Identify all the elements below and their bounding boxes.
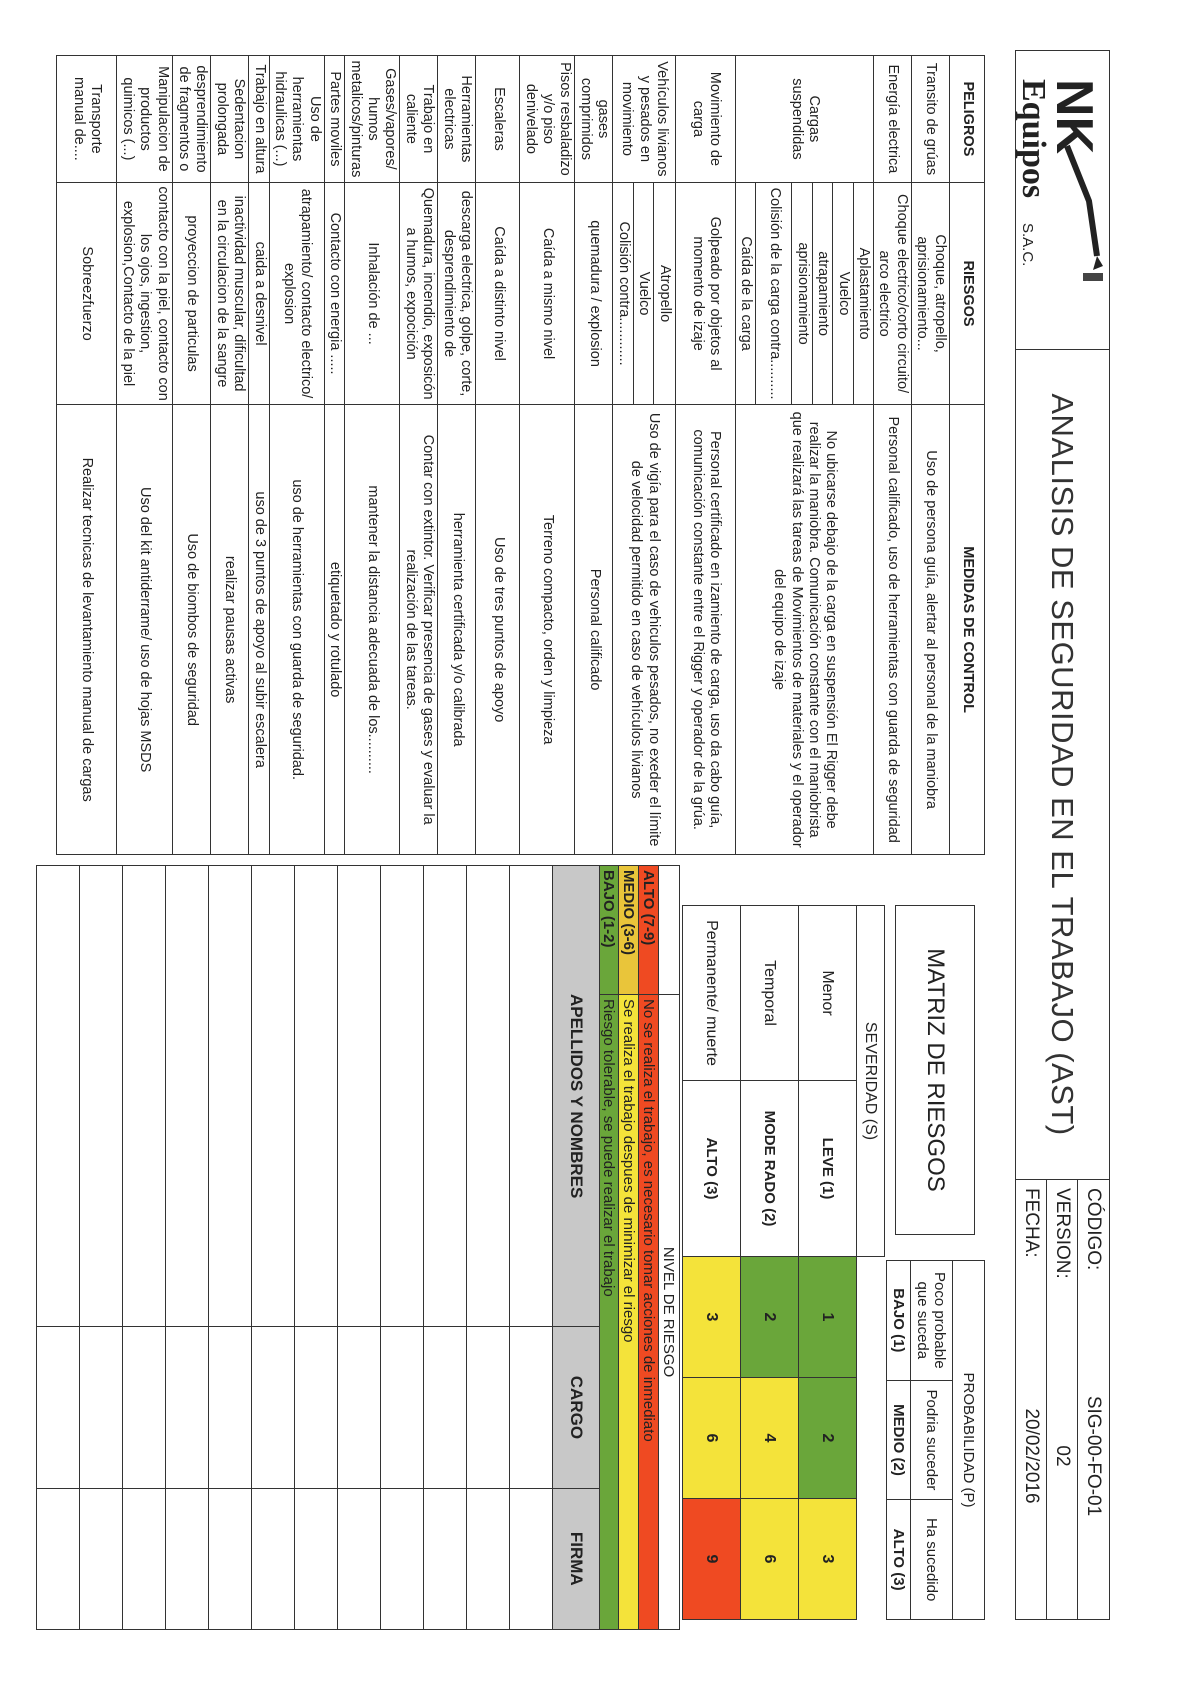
- col-riesgos: RIESGOS: [950, 182, 985, 404]
- riesgo-cell: atrapamiento: [812, 182, 832, 404]
- riesgo-cell: Caída a mismo nivel: [520, 182, 575, 404]
- riesgo-cell: Inhalación de ...: [345, 182, 400, 404]
- codigo-value: SIG-00-FO-01: [1083, 1395, 1105, 1517]
- table-row: [173, 56, 211, 855]
- nivel-alto-desc: No se realiza el trabajo, es necesario tomar acciones de inmediato: [639, 995, 659, 1630]
- firma-cell[interactable]: [510, 1488, 553, 1629]
- name-cell[interactable]: [424, 866, 467, 1327]
- riesgo-cell: Caída a distinto nivel: [476, 182, 520, 404]
- nivel-medio-desc: Se realiza el trabajo despues de minimizar el riesgo: [619, 995, 639, 1630]
- table-row: [575, 56, 613, 855]
- riesgo-cell: caida a desnivel: [249, 182, 269, 404]
- cargo-cell[interactable]: [252, 1327, 295, 1488]
- riesgo-cell: Colisión de la carga contra..........: [756, 182, 792, 404]
- table-row: [438, 56, 476, 855]
- prob-level-row: [887, 1261, 911, 1620]
- sev-desc: Permanente/ muerte: [683, 906, 741, 1081]
- medida-cell: realizar pausas activas: [211, 405, 249, 855]
- cargo-cell[interactable]: [166, 1327, 209, 1488]
- prob-level: ALTO (3): [887, 1500, 911, 1620]
- sev-desc: Temporal: [741, 906, 799, 1081]
- table-row: [249, 56, 269, 855]
- peligro-cell: Cargas suspendidas: [736, 56, 874, 183]
- table-row: [874, 56, 912, 855]
- col-firma: FIRMA: [553, 1488, 600, 1629]
- matrix-cell: 6: [741, 1499, 799, 1620]
- nivel-bajo-desc: Riesgo tolerable, se puede realizar el trabajo: [599, 995, 619, 1630]
- codigo-label: CÓDIGO:: [1083, 1188, 1105, 1271]
- medida-cell: Contar con extintor. Verificar presencia de gases y evaluar la realización de las tareas.: [400, 405, 438, 855]
- riesgo-cell: quemadura / explosion: [575, 182, 613, 404]
- riesgo-cell: Golpeado por objetos al momento de izaje: [676, 182, 736, 404]
- table-row: [853, 56, 873, 855]
- signature-row: [37, 866, 80, 1630]
- riesgo-cell: Vuelco: [833, 182, 853, 404]
- prob-label-row: [953, 1261, 985, 1620]
- table-row: [476, 56, 520, 855]
- firma-cell[interactable]: [424, 1488, 467, 1629]
- peligro-cell: Pisos resbaladizo y/o piso denivelado: [520, 56, 575, 183]
- medida-cell: Uso de tres puntos de apoyo: [476, 405, 520, 855]
- riesgo-cell: atrapamiento/ contacto electrico/ explosion: [269, 182, 324, 404]
- peligro-cell: Movimiento de carga: [676, 56, 736, 183]
- riesgo-cell: Vuelco: [633, 182, 653, 404]
- peligro-cell: Manipulacion de productos quimicos (...): [117, 56, 173, 183]
- name-cell[interactable]: [80, 866, 123, 1327]
- medida-cell: Uso de biombos de seguridad: [173, 405, 211, 855]
- prob-desc: Ha sucedido: [911, 1500, 953, 1620]
- matrix-row: [799, 906, 857, 1620]
- fecha-value: 20/02/2016: [1021, 1408, 1043, 1504]
- col-apellidos-nombres: APELLIDOS Y NOMBRES: [553, 866, 600, 1327]
- matrix-row: [741, 906, 799, 1620]
- matrix-cell: 3: [799, 1499, 857, 1620]
- peligro-cell: Partes moviles: [324, 56, 344, 183]
- firma-cell[interactable]: [467, 1488, 510, 1629]
- peligro-cell: Trabajo en caliente: [400, 56, 438, 183]
- table-row: [324, 56, 344, 855]
- medida-cell: Personal calificado: [575, 405, 613, 855]
- medida-cell: uso de herramientas con guarda de seguridad.: [269, 405, 324, 855]
- name-cell[interactable]: [467, 866, 510, 1327]
- matrix-cell: 3: [683, 1257, 741, 1378]
- signature-row: [123, 866, 166, 1630]
- medida-cell: Uso de persona guía, alertar al personal de la maniobra: [912, 405, 950, 855]
- nivel-medio-label: MEDIO (3-6): [619, 866, 639, 995]
- table-row: [676, 56, 736, 855]
- nivel-title-row: [659, 866, 680, 1630]
- firma-cell[interactable]: [123, 1488, 166, 1629]
- name-cell[interactable]: [166, 866, 209, 1327]
- medida-cell: Uso del kit antiderrame/ uso de hojas MSDS: [117, 405, 173, 855]
- medida-cell: Terreno compacto, orden y limpieza: [520, 405, 575, 855]
- prob-level: MEDIO (2): [887, 1380, 911, 1500]
- matrix-cell: 9: [683, 1499, 741, 1620]
- prob-level: BAJO (1): [887, 1261, 911, 1381]
- medida-cell: herramienta certificada y/o calibrada: [438, 405, 476, 855]
- cargo-cell[interactable]: [209, 1327, 252, 1488]
- document-codes: [1015, 1180, 1110, 1620]
- peligro-cell: Trabajo en altura: [249, 56, 269, 183]
- signature-row: [252, 866, 295, 1630]
- signature-row: [338, 866, 381, 1630]
- sev-label-row: [857, 906, 885, 1620]
- firma-cell[interactable]: [209, 1488, 252, 1629]
- table-row: [57, 56, 117, 855]
- riesgo-cell: inactividad muscular, dificultad en la circulacion de la sangre: [211, 182, 249, 404]
- firma-cell[interactable]: [252, 1488, 295, 1629]
- cargo-cell[interactable]: [467, 1327, 510, 1488]
- cargo-cell[interactable]: [381, 1327, 424, 1488]
- logo-mark: NK: [1045, 79, 1103, 155]
- nivel-row: [639, 866, 659, 1630]
- hazards-table: [56, 55, 985, 855]
- name-cell[interactable]: [510, 866, 553, 1327]
- medida-cell: Personal calificado, uso de herramientas con guarda de seguridad: [874, 405, 912, 855]
- nivel-riesgo-legend: [598, 865, 680, 1630]
- fecha-label: FECHA:: [1021, 1188, 1043, 1258]
- name-cell[interactable]: [209, 866, 252, 1327]
- peligro-cell: Herramientas electricas: [438, 56, 476, 183]
- nivel-row: [599, 866, 619, 1630]
- riesgo-cell: proyeccion de particulas: [173, 182, 211, 404]
- firma-cell[interactable]: [295, 1488, 338, 1629]
- fecha-row: [1016, 1180, 1047, 1619]
- peligro-cell: Escaleras: [476, 56, 520, 183]
- name-cell[interactable]: [338, 866, 381, 1327]
- peligro-cell: Transporte manual de....: [57, 56, 117, 183]
- prob-desc: Poco probable que suceda: [911, 1261, 953, 1381]
- riesgo-cell: Aplastamiento: [853, 182, 873, 404]
- medida-cell: uso de 3 puntos de apoyo al subir escalera: [249, 405, 269, 855]
- nivel-row: [619, 866, 639, 1630]
- riesgo-cell: Choque electrico/corto circuito/ arco electrico: [874, 182, 912, 404]
- table-row: [117, 56, 173, 855]
- col-peligros: PELIGROS: [950, 56, 985, 183]
- firma-cell[interactable]: [80, 1488, 123, 1629]
- sev-desc: Menor: [799, 906, 857, 1081]
- peligro-cell: Gases/vapores/ humos metalicos/pinturas: [345, 56, 400, 183]
- sev-level: LEVE (1): [799, 1081, 857, 1257]
- riesgo-cell: aprisionamiento: [792, 182, 812, 404]
- riesgo-cell: Choque, atropello, aprisionamiento...: [912, 182, 950, 404]
- riesgo-cell: Caída de la carga: [736, 182, 756, 404]
- matrix-cell: 2: [799, 1378, 857, 1499]
- sev-level: MODE RADO (2): [741, 1081, 799, 1257]
- logo-suffix: S.A.C.: [1019, 223, 1036, 267]
- company-logo: [1015, 50, 1110, 350]
- riesgo-cell: Colisión contra............: [613, 182, 633, 404]
- name-cell[interactable]: [295, 866, 338, 1327]
- cargo-cell[interactable]: [295, 1327, 338, 1488]
- cargo-cell[interactable]: [510, 1327, 553, 1488]
- peligro-cell: Vehículos livianos y pesados en movimiento: [613, 56, 676, 183]
- logo-name: Equipos: [1015, 79, 1052, 199]
- table-row: [654, 56, 676, 855]
- codigo-row: [1077, 1180, 1109, 1619]
- nivel-bajo-label: BAJO (1-2): [599, 866, 619, 995]
- medida-cell: Realizar tecnicas de levantamiento manual de cargas: [57, 405, 117, 855]
- col-cargo: CARGO: [553, 1327, 600, 1488]
- medida-cell: Uso de vigía para el caso de vehiculos pesados, no exeder el límite de velocidad permitido en caso de vehículos livianos: [613, 405, 676, 855]
- firma-cell[interactable]: [166, 1488, 209, 1629]
- table-row: [345, 56, 400, 855]
- table-row: [211, 56, 249, 855]
- signature-row: [467, 866, 510, 1630]
- riesgo-cell: Contacto con energia .....: [324, 182, 344, 404]
- riesgo-cell: Atropello: [654, 182, 676, 404]
- name-cell[interactable]: [37, 866, 80, 1327]
- cargo-cell[interactable]: [123, 1327, 166, 1488]
- signature-row: [510, 866, 553, 1630]
- signatures-header-row: [553, 866, 600, 1630]
- version-row: [1046, 1180, 1078, 1619]
- col-medidas: MEDIDAS DE CONTROL: [950, 405, 985, 855]
- peligro-cell: gases comprimidos: [575, 56, 613, 183]
- signature-row: [166, 866, 209, 1630]
- nivel-alto-label: ALTO (7-9): [639, 866, 659, 995]
- cargo-cell[interactable]: [37, 1327, 80, 1488]
- riesgo-cell: Quemadura, incendio, exposicón a humos, expocición: [400, 182, 438, 404]
- peligro-cell: desprendimiento de fragmentos o: [173, 56, 211, 183]
- signature-row: [424, 866, 467, 1630]
- signature-row: [80, 866, 123, 1630]
- table-row: [400, 56, 438, 855]
- prob-desc: Podria suceder: [911, 1380, 953, 1500]
- severity-matrix: [682, 905, 885, 1620]
- medida-cell: No ubicarse debajo de la carga en suspensión El Rigger debe realizar la maniobra. Comunicación constante con el maniobrista que realizará las tareas de Movimientos de materiales y el operador del equipo de izaje: [736, 405, 874, 855]
- matrix-cell: 2: [741, 1257, 799, 1378]
- version-label: VERSION:: [1052, 1188, 1074, 1279]
- cargo-cell[interactable]: [80, 1327, 123, 1488]
- medida-cell: etiquetado y rotulado: [324, 405, 344, 855]
- peligro-cell: Transito de grúas: [912, 56, 950, 183]
- firma-cell[interactable]: [381, 1488, 424, 1629]
- ast-form-sheet: [50, 35, 1110, 1620]
- nk-logo-icon: [1014, 51, 1109, 351]
- riesgo-cell: descarga electrica, golpe, corte, desprendimiento de: [438, 182, 476, 404]
- signature-row: [209, 866, 252, 1630]
- prob-desc-row: [911, 1261, 953, 1620]
- name-cell[interactable]: [123, 866, 166, 1327]
- firma-cell[interactable]: [338, 1488, 381, 1629]
- riesgo-cell: contacto con la piel, contacto con los ojos, ingestion, explosion,Contacto de la piel: [117, 182, 173, 404]
- medida-cell: Personal certificado en izamiento de carga, uso da cabo guía, comunicación constante entre el Rigger y operador de la grúa.: [676, 405, 736, 855]
- medida-cell: mantener la distancia adecuada de los..........: [345, 405, 400, 855]
- riesgo-cell: Sobreezfuerzo: [57, 182, 117, 404]
- cargo-cell[interactable]: [338, 1327, 381, 1488]
- peligro-cell: Uso de herramientas hidraulicas (...): [269, 56, 324, 183]
- signature-row: [295, 866, 338, 1630]
- probabilidad-label: PROBABILIDAD (P): [953, 1261, 985, 1620]
- version-value: 02: [1052, 1445, 1074, 1467]
- hazards-header-row: [950, 56, 985, 855]
- severidad-label: SEVERIDAD (S): [857, 906, 885, 1257]
- name-cell[interactable]: [252, 866, 295, 1327]
- matrix-title: MATRIZ DE RIESGOS: [895, 905, 975, 1235]
- matrix-row: [683, 906, 741, 1620]
- nivel-title: NIVEL DE RIESGO: [659, 995, 680, 1630]
- table-row: [912, 56, 950, 855]
- peligro-cell: Energía electrica: [874, 56, 912, 183]
- signatures-table: [36, 865, 600, 1630]
- table-row: [520, 56, 575, 855]
- sev-level: ALTO (3): [683, 1081, 741, 1257]
- cargo-cell[interactable]: [424, 1327, 467, 1488]
- peligro-cell: Sedentacion prolongada: [211, 56, 249, 183]
- matrix-cell: 6: [683, 1378, 741, 1499]
- matrix-cell: 4: [741, 1378, 799, 1499]
- matrix-cell: 1: [799, 1257, 857, 1378]
- table-row: [269, 56, 324, 855]
- form-title: ANALISIS DE SEGURIDAD EN EL TRABAJO (AST): [1015, 350, 1110, 1180]
- signature-row: [381, 866, 424, 1630]
- name-cell[interactable]: [381, 866, 424, 1327]
- firma-cell[interactable]: [37, 1488, 80, 1629]
- probability-header: [886, 1260, 985, 1620]
